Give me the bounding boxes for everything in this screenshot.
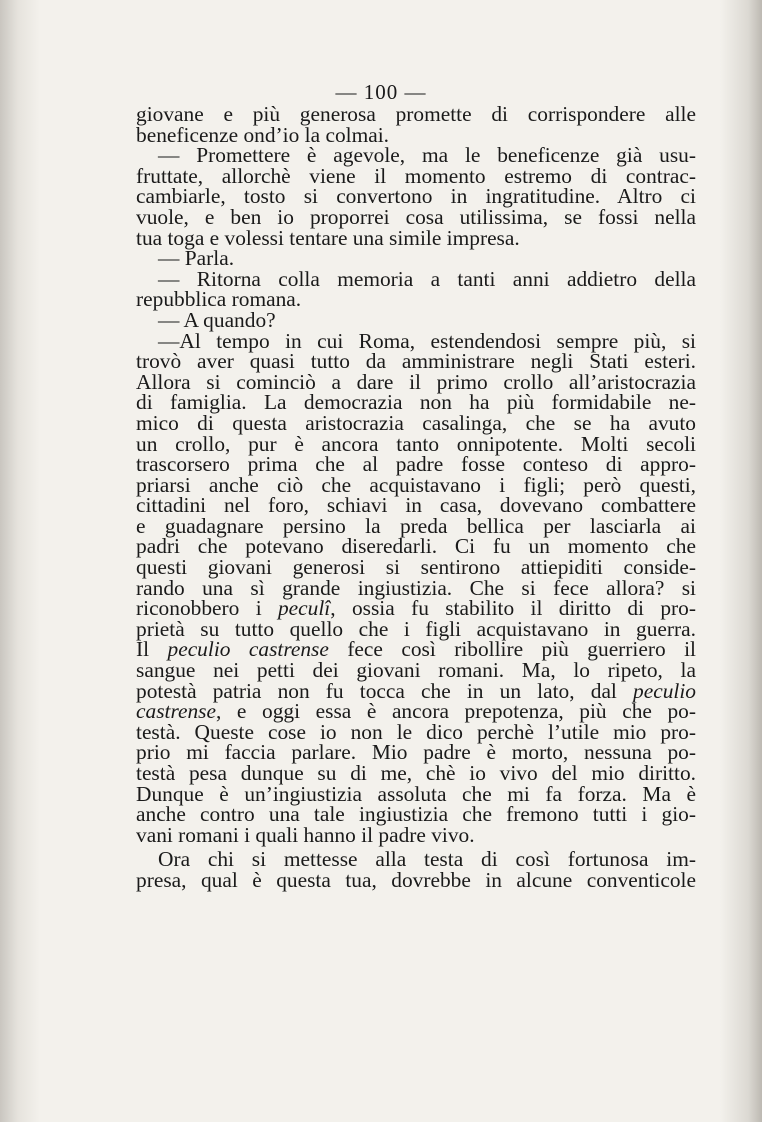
text-run: fruttate, allorchè viene il momento estremo di contrac- <box>136 163 696 188</box>
text-line <box>136 186 696 207</box>
text-line <box>136 598 696 619</box>
text-run: potestà patria non fu tocca che in un lato, dal <box>136 678 634 703</box>
text-line <box>136 410 696 435</box>
text-line <box>136 660 696 681</box>
text-line <box>136 867 696 892</box>
text-run: — Parla. <box>158 246 235 271</box>
text-line <box>136 575 696 600</box>
text-line <box>136 763 696 784</box>
text-run: prietà su tutto quello che i figli acquistavano in guerra. <box>136 616 696 641</box>
text-run: — Ritorna colla memoria a tanti anni addietro della <box>158 266 696 291</box>
text-run: vuole, e ben io proporrei cosa utilissima, se fossi nella <box>136 204 696 229</box>
text-run: cambiarle, tosto si convertono in ingratitudine. Altro ci <box>136 184 696 209</box>
text-run: priarsi anche ciò che acquistavano i figli; però questi, <box>136 472 696 497</box>
text-run: —Al tempo in cui Roma, estendendosi sempre più, si <box>158 328 696 353</box>
text-run: di famiglia. La democrazia non ha più formidabile ne- <box>136 390 696 415</box>
text-line <box>136 822 696 847</box>
text-run: , ossia fu stabilito il diritto di pro- <box>330 596 696 621</box>
italic-term: peculio <box>633 678 696 703</box>
text-run: cittadini nel foro, schiavi in casa, dovevano combattere <box>136 493 696 518</box>
text-line <box>136 369 696 394</box>
text-line <box>136 431 696 456</box>
text-run: trovò aver quasi tutto da amministrare negli Stati esteri. <box>136 349 696 374</box>
text-run: — A quando? <box>158 307 276 332</box>
text-run: mico di questa aristocrazia casalinga, che se ha avuto <box>136 410 696 435</box>
text-line <box>136 495 696 516</box>
text-run: testà pesa dunque su di me, chè io vivo del mio diritto. <box>136 761 696 785</box>
text-line <box>136 122 696 147</box>
text-run: trascorsero prima che al padre fosse conteso di appro- <box>136 452 696 477</box>
text-run: beneficenze ond’io la colmai. <box>136 122 390 147</box>
text-line <box>136 513 696 538</box>
text-run: prio mi faccia parlare. Mio padre è morto, nessuna po- <box>136 740 696 765</box>
text-run: anche contro una tale ingiustizia che fremono tutti i gio- <box>136 802 696 827</box>
body-text <box>136 104 696 891</box>
text-run: rando una sì grande ingiustizia. Che si fece allora? si <box>136 575 696 600</box>
text-run: repubblica romana. <box>136 287 302 312</box>
page-number: — 100 — <box>335 80 427 104</box>
text-line <box>136 266 696 291</box>
text-line <box>136 248 696 269</box>
text-line <box>136 536 696 557</box>
text-line <box>136 289 696 310</box>
text-run: un crollo, pur è ancora tanto onnipotente. Molti secoli <box>136 431 696 456</box>
text-run: riconobbero i <box>136 596 278 621</box>
text-run: e guadagnare persino la preda bellica per lasciarla ai <box>136 513 696 538</box>
text-run: tua toga e volessi tentare una simile impresa. <box>136 225 520 250</box>
text-run: , e oggi essa è ancora prepotenza, più che po- <box>216 699 696 724</box>
text-line <box>136 204 696 229</box>
text-line <box>136 639 696 660</box>
text-line <box>136 616 696 641</box>
italic-term: peculî <box>277 596 331 621</box>
text-line <box>136 225 696 250</box>
text-run: questi giovani generosi si sentirono attiepiditi conside- <box>136 555 696 580</box>
text-line <box>136 557 696 578</box>
text-line <box>136 781 696 806</box>
text-run: Allora si cominciò a dare il primo crollo all’aristocrazia <box>136 369 696 394</box>
italic-term: castrense <box>136 699 216 724</box>
text-run: fece così ribollire più guerriero il <box>328 637 696 662</box>
text-line <box>136 472 696 497</box>
text-run: sangue nei petti dei giovani romani. Ma, lo ripeto, la <box>136 658 696 683</box>
text-line <box>136 145 696 166</box>
text-line <box>136 849 696 870</box>
text-run: Il <box>136 637 168 662</box>
text-line <box>136 719 696 744</box>
text-run: presa, qual è questa tua, dovrebbe in alcune conventicole <box>136 867 696 892</box>
text-line <box>136 701 696 722</box>
text-line <box>136 104 696 125</box>
text-run: — Promettere è agevole, ma le beneficenze già usu- <box>158 143 696 168</box>
text-line <box>136 742 696 763</box>
text-line <box>136 804 696 825</box>
text-line <box>136 454 696 475</box>
text-line <box>136 307 696 332</box>
text-run: Ora chi si mettesse alla testa di così fortunosa im- <box>158 847 696 872</box>
text-run: testà. Queste cose io non le dico perchè l’utile mio pro- <box>136 719 696 744</box>
text-line <box>136 351 696 372</box>
text-run: giovane e più generosa promette di corrispondere alle <box>136 102 696 126</box>
italic-term: peculio castrense <box>167 637 329 662</box>
text-run: padri che potevano diseredarli. Ci fu un momento che <box>136 534 696 559</box>
text-line <box>136 678 696 703</box>
text-line <box>136 163 696 188</box>
text-run: Dunque è un’ingiustizia assoluta che mi fa forza. Ma è <box>136 781 696 806</box>
text-line <box>136 392 696 413</box>
text-run: vani romani i quali hanno il padre vivo. <box>136 822 475 847</box>
text-line <box>136 328 696 353</box>
